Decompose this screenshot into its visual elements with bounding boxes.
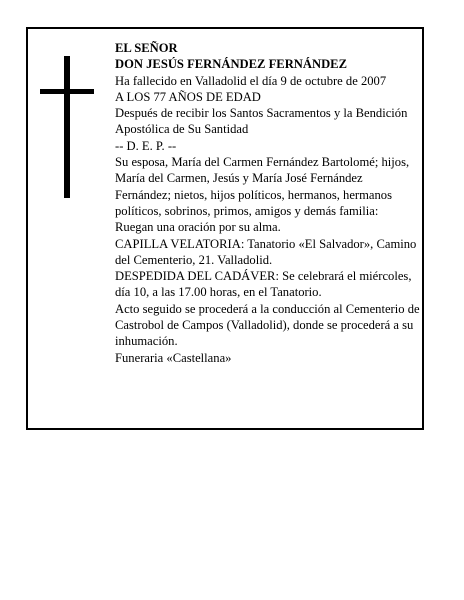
cross-horizontal-bar (40, 89, 94, 94)
sacraments-statement: Después de recibir los Santos Sacramentos y la Bendición Apostólica de Su Santidad (115, 106, 408, 137)
notice-title-line2: DON JESÚS FERNÁNDEZ FERNÁNDEZ (115, 57, 347, 72)
rip-line: -- D. E. P. -- (115, 138, 177, 153)
age-statement: A LOS 77 AÑOS DE EDAD (115, 89, 261, 104)
burial-info: Acto seguido se procederá a la conducción al Cementerio de Castrobol de Campos (Valladolid), donde se procederá a su inhumación. (115, 301, 420, 349)
family-list: Su esposa, María del Carmen Fernández Bartolomé; hijos, María del Carmen, Jesús y María José Fernández Fernández; nietos, hijos políticos, hermanos, hermanos políticos, sobrinos, primos, amigos y demás familia: (115, 155, 410, 218)
obituary-notice (26, 27, 424, 430)
prayer-request: Ruegan una oración por su alma. (115, 220, 281, 235)
death-statement: Ha fallecido en Valladolid el día 9 de octubre de 2007 (115, 73, 387, 88)
funeral-home: Funeraria «Castellana» (115, 350, 232, 365)
farewell-info: DESPEDIDA DEL CADÁVER: Se celebrará el miércoles, día 10, a las 17.00 horas, en el Tanatorio. (115, 269, 412, 300)
chapel-info: CAPILLA VELATORIA: Tanatorio «El Salvador», Camino del Cementerio, 21. Valladolid. (115, 236, 417, 267)
cross-vertical-bar (64, 56, 70, 198)
notice-title-line1: EL SEÑOR (115, 41, 178, 55)
notice-body (115, 40, 420, 366)
cross-icon (40, 56, 94, 198)
